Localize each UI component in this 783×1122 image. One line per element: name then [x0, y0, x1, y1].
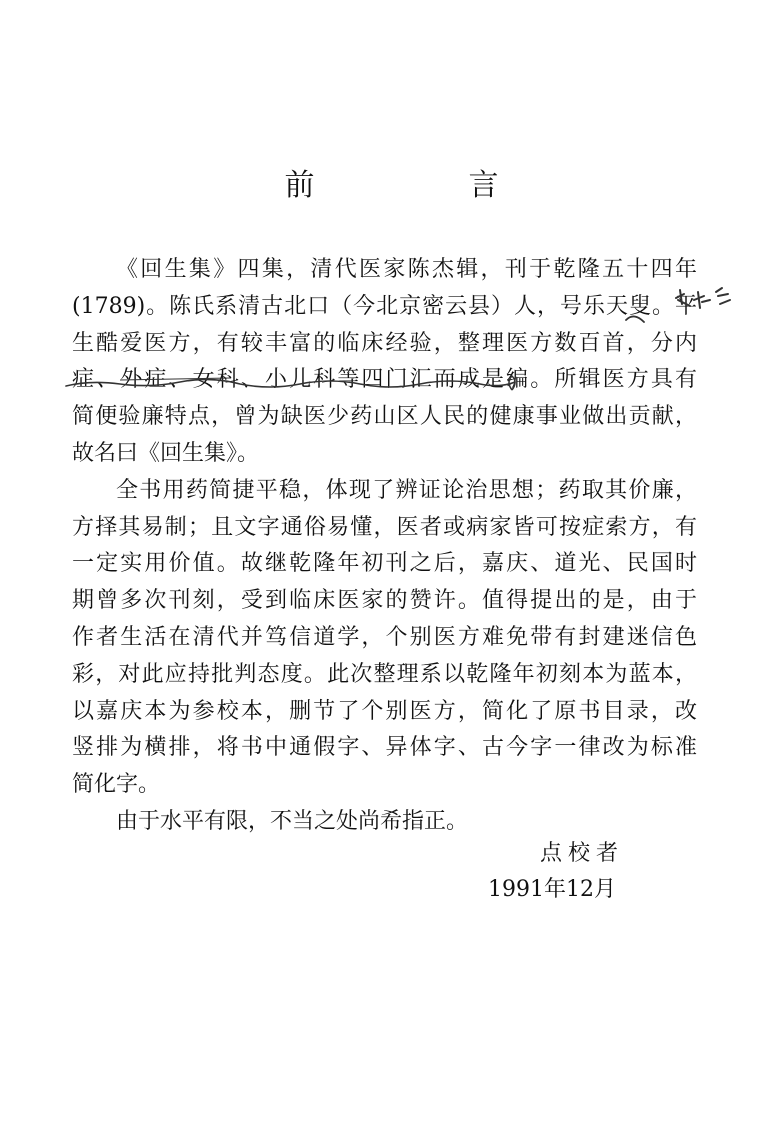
text-line: 彩，对此应持批判态度。此次整理系以乾隆年初刻本为蓝本，	[72, 661, 697, 687]
text-line: 简化字。	[72, 772, 161, 798]
text-line: 《回生集》四集，清代医家陈杰辑，刊于乾隆五十四年	[116, 257, 697, 282]
signature-date: 1991年12月	[488, 877, 616, 902]
signature-role: 点校者	[540, 841, 625, 866]
page-title: 前 言	[284, 168, 561, 204]
text-line: 故名曰《回生集》。	[72, 440, 260, 466]
text-line: 竖排为横排，将书中通假字、异体字、古今字一律改为标准	[72, 735, 697, 761]
text-line: 以嘉庆本为参校本，删节了个别医方，简化了原书目录，改	[72, 698, 697, 724]
text-line: 症、外症、女科、小儿科等四门汇而成是编。所辑医方具有	[72, 367, 697, 393]
text-line: 一定实用价值。故继乾隆年初刊之后，嘉庆、道光、民国时	[72, 551, 697, 577]
text-line: 简便验廉特点，曾为缺医少药山区人民的健康事业做出贡献，	[72, 404, 697, 430]
text-line: (1789)。陈氏系清古北口（今北京密云县）人，号乐天叟。平	[72, 293, 697, 319]
preface-body	[72, 252, 697, 841]
text-line: 作者生活在清代并笃信道学，个别医方难免带有封建迷信色	[72, 624, 697, 650]
text-line: 期曾多次刊刻，受到临床医家的赞许。值得提出的是，由于	[72, 588, 697, 614]
text-line: 全书用药简捷平稳，体现了辨证论治思想；药取其价廉，	[116, 477, 697, 503]
text-line: 方择其易制；且文字通俗易懂，医者或病家皆可按症索方，有	[72, 514, 697, 540]
text-line: 由于水平有限，不当之处尚希指正。	[116, 808, 469, 834]
text-line: 生酷爱医方，有较丰富的临床经验，整理医方数百首，分内	[72, 330, 697, 356]
